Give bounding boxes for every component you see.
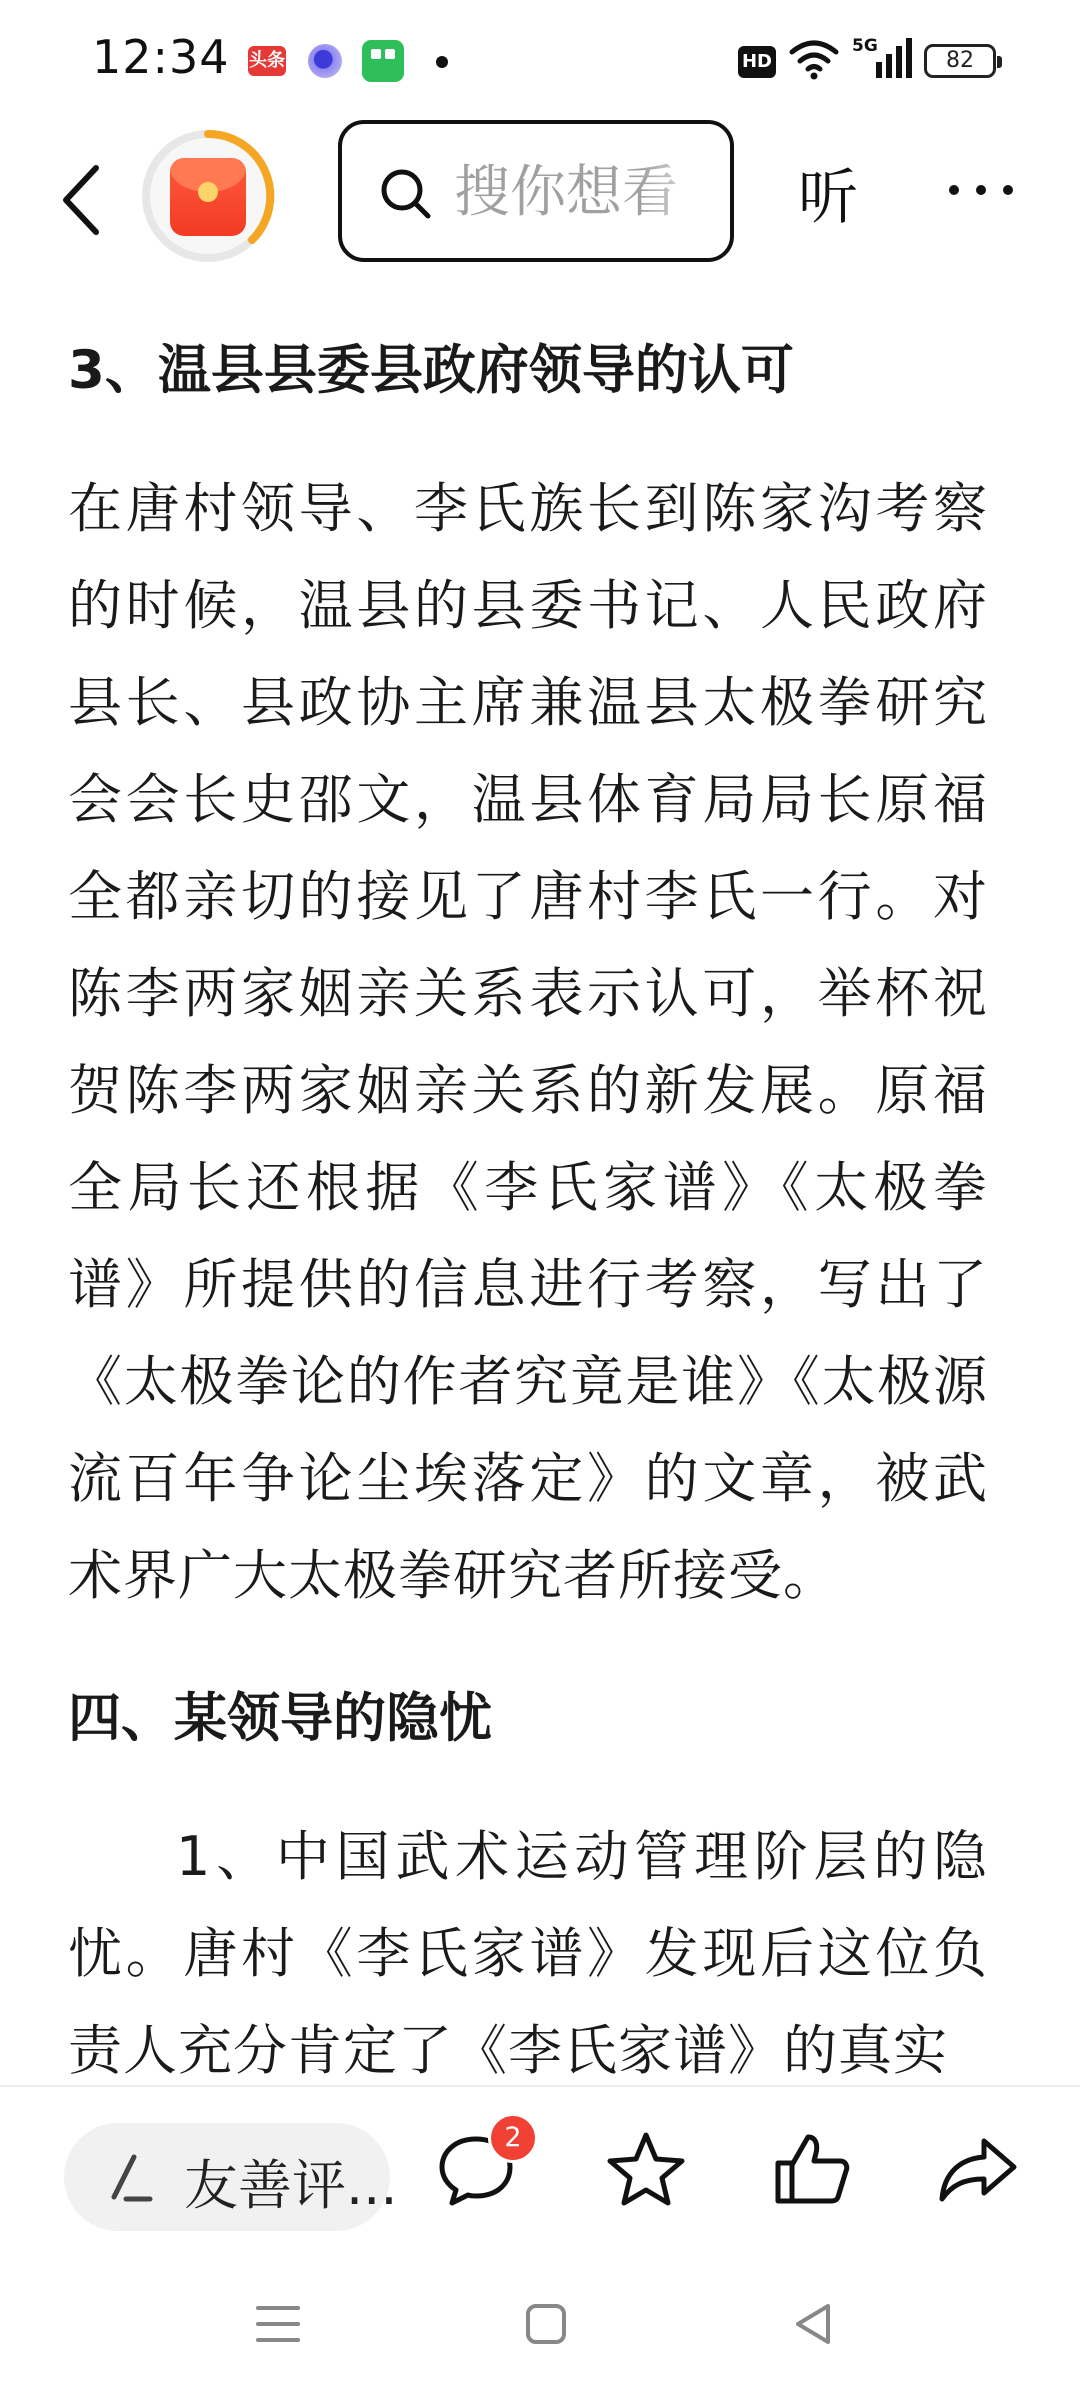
top-nav [0,120,1080,270]
article-paragraph: 在唐村领导、李氏族长到陈家沟考察的时候，温县的县委书记、人民政府县长、县政协主席兼温县太极拳研究会会长史邵文，温县体育局局长原福全都亲切的接见了唐村李氏一行。对陈李两家姻亲关系表示认可，举杯祝贺陈李两家姻亲关系的新发展。原福全局长还根据《李氏家谱》《太极拳谱》所提供的信息进行考察，写出了《太极拳论的作者究竟是谁》《太极源流百年争论尘埃落定》的文章，被武术界广大太极拳研究者所接受。 [68,477,988,1607]
comment-count-badge: 2 [488,2113,538,2163]
more-notifications-dot-icon [436,56,448,68]
section-heading: 3、温县县委县政府领导的认可 [68,340,794,401]
hd-icon: HD [738,46,776,78]
system-nav-bar [0,2240,1080,2400]
section-heading: 四、某领导的隐忧 [68,1688,492,1749]
search-icon [378,166,434,222]
more-icon[interactable] [946,178,1016,202]
comment-input-button[interactable] [64,2123,398,2231]
wechat-notification-icon [362,40,404,82]
pen-icon [104,2151,154,2205]
article-body [68,300,988,2085]
comment-prompt: 友善评... [184,2154,398,2217]
share-icon[interactable] [936,2127,1020,2211]
signal-icon [852,34,914,80]
app-notification-icon [308,44,342,78]
listen-button[interactable]: 听 [798,163,858,233]
nav-back-icon[interactable] [784,2294,844,2354]
search-box[interactable] [338,120,734,262]
status-bar [0,0,1080,120]
bottom-action-bar [0,2085,1080,2242]
battery-icon: 82 [924,44,996,78]
network-type-label: 5G [852,36,878,56]
red-packet-coin [198,182,218,202]
nav-home-icon[interactable] [516,2294,576,2354]
star-icon[interactable] [604,2127,688,2211]
wifi-icon [788,38,840,80]
toutiao-notification-icon: 头条 [248,46,286,76]
red-packet-icon[interactable] [170,158,246,236]
back-icon[interactable] [56,160,116,240]
like-icon[interactable] [770,2127,854,2211]
nav-menu-icon[interactable] [248,2294,308,2354]
search-input[interactable] [454,152,724,232]
status-time: 12:34 [92,30,230,84]
article-paragraph: 1、中国武术运动管理阶层的隐忧。唐村《李氏家谱》发现后这位负责人充分肯定了《李氏家谱》的真实 [68,1825,988,2082]
